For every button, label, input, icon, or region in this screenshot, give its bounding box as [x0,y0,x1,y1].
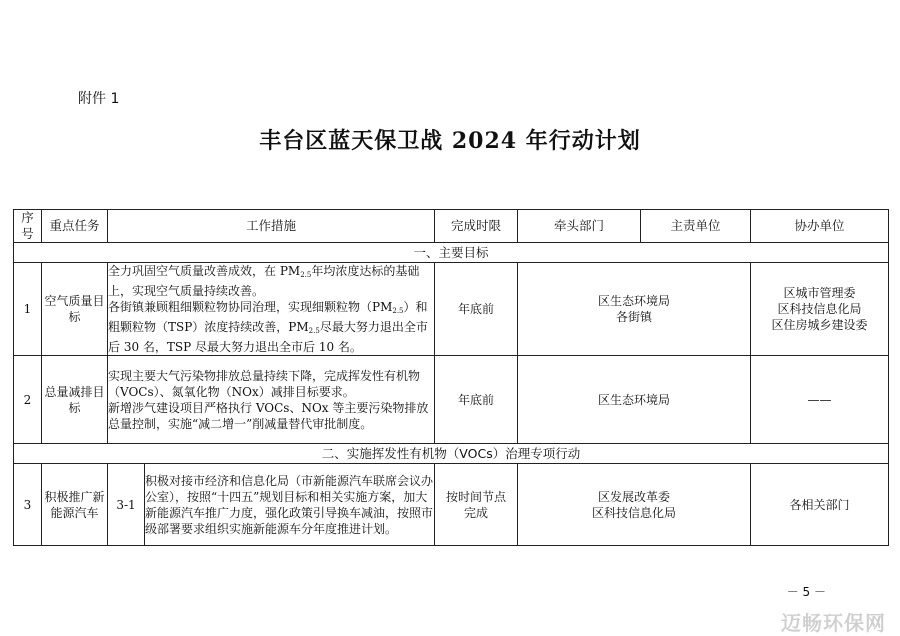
section-title-1: 一、主要目标 [14,243,889,263]
row-measures: 实现主要大气污染物排放总量持续下降，完成挥发性有机物（VOCs）、氮氧化物（NOx）减排目标要求。 新增涉气建设项目严格执行 VOCs、NOx 等主要污染物排放总量控制，实施“减二增一”削减量替代审批制度。 [108,356,435,444]
header-task: 重点任务 [42,210,108,243]
row-assist: 各相关部门 [751,464,889,546]
page-title: 丰台区蓝天保卫战 2024 年行动计划 [259,128,641,154]
table-row [14,263,889,356]
header-lead: 牵头部门 [518,210,641,243]
row-measures: 全力巩固空气质量改善成效，在 $PM_{2.5}$年均浓度达标的基础上，实现空气质量持续改善。 各街镇兼顾粗细颗粒物协同治理，实现细颗粒物$(PM_{2.5})$和粗颗粒物（TSP）浓度持续改善，$PM_{2.5}$尽最大努力退出全市后 30 名，TSP 尽最大努力退出全市后 10 名。 [108,263,435,356]
header-assist: 协办单位 [751,210,889,243]
table-row [14,356,889,444]
table-row [14,464,889,546]
row-assist: 区城市管理委 区科技信息化局 区住房城乡建设委 [751,263,889,356]
section-row [14,243,889,263]
header-seq: 序 号 [14,210,42,243]
row-seq: 3 [14,464,42,546]
row-seq: 1 [14,263,42,356]
row-lead: 区发展改革委 区科技信息化局 [518,464,751,546]
row-seq: 2 [14,356,42,444]
watermark: 迈畅环保网 [781,611,886,635]
section-row [14,444,889,464]
attachment-label: 附件 1 [78,91,120,107]
header-measures: 工作措施 [108,210,435,243]
row-deadline: 按时间节点 完成 [435,464,518,546]
header-deadline: 完成时限 [435,210,518,243]
row-measures: 积极对接市经济和信息化局（市新能源汽车联席会议办公室），按照“十四五”规划目标和相关实施方案，加大新能源汽车推广力度，强化政策引导换车减油，按照市级部署要求组织实施新能源车分年度推进计划。 [145,464,435,546]
row-task: 空气质量目标 [42,263,108,356]
page-number: － 5 － [786,585,826,599]
row-lead: 区生态环境局 [518,356,751,444]
row-deadline: 年底前 [435,263,518,356]
row-lead: 区生态环境局 各街镇 [518,263,751,356]
header-responsible: 主责单位 [641,210,751,243]
row-assist: —— [751,356,889,444]
row-sub-id: 3-1 [108,464,145,546]
table-header-row [14,210,889,243]
row-task: 积极推广新能源汽车 [42,464,108,546]
row-deadline: 年底前 [435,356,518,444]
section-title-2: 二、实施挥发性有机物（VOCs）治理专项行动 [14,444,889,464]
action-plan-table [13,209,889,546]
row-task: 总量减排目标 [42,356,108,444]
